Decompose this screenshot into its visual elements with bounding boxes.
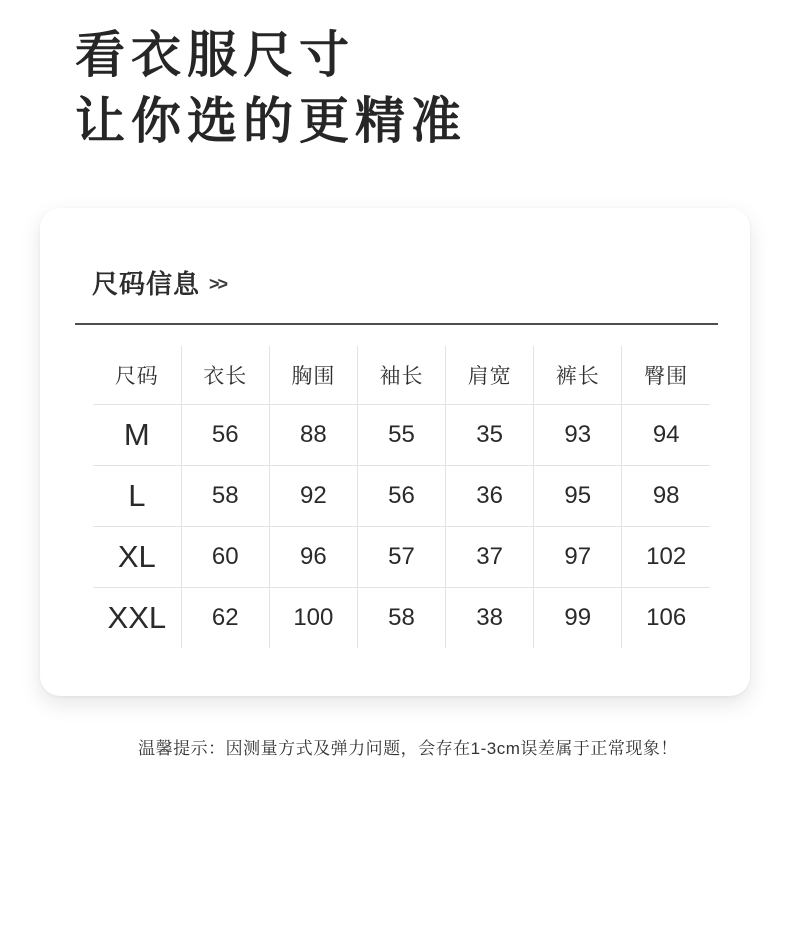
table-cell: 95 <box>534 466 622 527</box>
measurement-tip-note: 温馨提示：因测量方式及弹力问题，会存在1-3cm误差属于正常现象！ <box>138 739 678 758</box>
table-row-m <box>93 405 710 466</box>
double-chevron-right-icon: >> <box>209 274 227 294</box>
column-header-garment-length: 衣长 <box>181 346 269 405</box>
table-cell: 37 <box>446 527 534 588</box>
table-cell: 38 <box>446 588 534 649</box>
table-cell: 56 <box>181 405 269 466</box>
table-row-xl <box>93 527 710 588</box>
size-table <box>93 346 710 648</box>
table-cell: 92 <box>269 466 357 527</box>
section-title: 尺码信息 <box>92 268 201 299</box>
table-row-xxl <box>93 588 710 649</box>
table-cell: 88 <box>269 405 357 466</box>
table-cell: 99 <box>534 588 622 649</box>
table-cell: 57 <box>357 527 445 588</box>
page-title-line2: 让你选的更精准 <box>75 93 467 149</box>
table-cell: 35 <box>446 405 534 466</box>
size-label: M <box>93 405 181 466</box>
page-title <box>0 0 790 154</box>
table-cell: 97 <box>534 527 622 588</box>
table-cell: 94 <box>622 405 710 466</box>
table-cell: 62 <box>181 588 269 649</box>
size-label: XL <box>93 527 181 588</box>
table-cell: 106 <box>622 588 710 649</box>
column-header-sleeve-length: 袖长 <box>357 346 445 405</box>
table-cell: 102 <box>622 527 710 588</box>
column-header-shoulder-width: 肩宽 <box>446 346 534 405</box>
table-cell: 100 <box>269 588 357 649</box>
table-cell: 58 <box>181 466 269 527</box>
size-info-card <box>40 208 750 696</box>
table-cell: 56 <box>357 466 445 527</box>
table-cell: 60 <box>181 527 269 588</box>
table-cell: 93 <box>534 405 622 466</box>
table-row-l <box>93 466 710 527</box>
column-header-hip: 臀围 <box>622 346 710 405</box>
section-divider-rule <box>75 323 718 325</box>
column-header-size: 尺码 <box>93 346 181 405</box>
table-cell: 96 <box>269 527 357 588</box>
size-label: L <box>93 466 181 527</box>
size-table-body <box>93 405 710 649</box>
size-info-header <box>92 266 718 298</box>
column-header-bust: 胸围 <box>269 346 357 405</box>
table-header-row <box>93 346 710 405</box>
page-title-line1: 看衣服尺寸 <box>75 27 355 83</box>
table-cell: 58 <box>357 588 445 649</box>
size-label: XXL <box>107 600 167 635</box>
table-cell: 36 <box>446 466 534 527</box>
table-cell: 98 <box>622 466 710 527</box>
size-table-header <box>93 346 710 405</box>
table-cell: 55 <box>357 405 445 466</box>
column-header-pants-length: 裤长 <box>534 346 622 405</box>
